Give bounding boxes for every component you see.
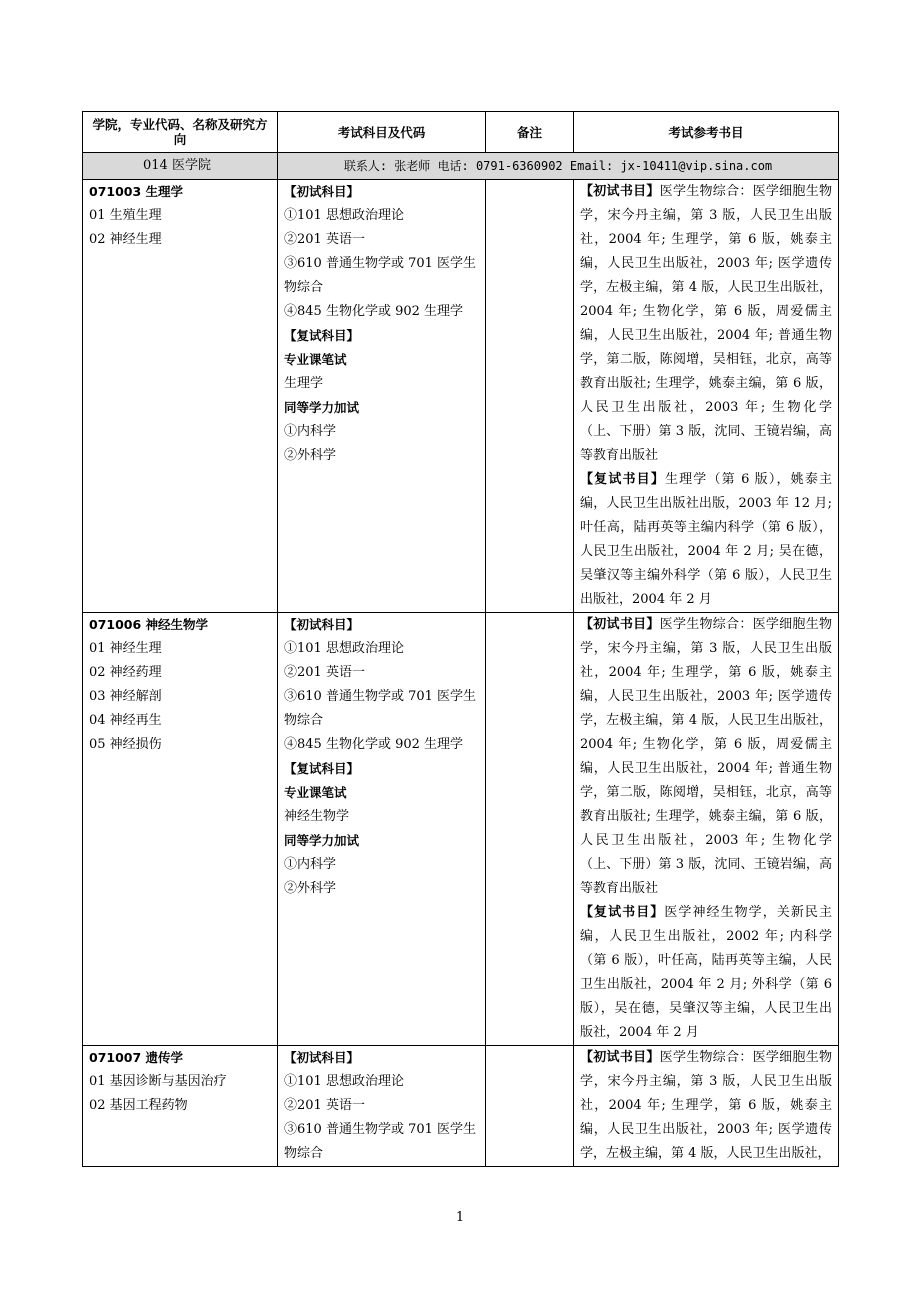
subject-item: ②外科学 bbox=[284, 448, 337, 463]
subject-heading: 【初试科目】 bbox=[284, 184, 360, 199]
research-direction: 02 基因工程药物 bbox=[89, 1098, 188, 1113]
books-cell bbox=[574, 1046, 839, 1167]
book-list bbox=[580, 180, 832, 468]
header-college-major: 学院，专业代码、名称及研究方向 bbox=[83, 112, 278, 153]
book-list-text: 医学生物综合：医学细胞生物学，宋今丹主编，第 3 版，人民卫生出版社，2004 年; 生理学，第 6 版，姚泰主编，人民卫生出版社，2003 年; 医学遗传学，左极主编，第 4 版，人民卫生出版社， bbox=[580, 1050, 832, 1161]
note-cell bbox=[486, 180, 574, 613]
research-direction: 02 神经生理 bbox=[89, 232, 162, 247]
subject-heading: 同等学力加试 bbox=[284, 400, 360, 415]
major-title: 071003 生理学 bbox=[89, 184, 184, 199]
subject-item: ①101 思想政治理论 bbox=[284, 1074, 404, 1089]
book-list-tag: 【初试书目】 bbox=[580, 1050, 660, 1065]
research-direction: 01 基因诊断与基因治疗 bbox=[89, 1074, 227, 1089]
college-name: 014 医学院 bbox=[83, 153, 278, 180]
subject-heading: 【复试科目】 bbox=[284, 328, 360, 343]
header-reference-books: 考试参考书目 bbox=[574, 112, 839, 153]
subjects-cell bbox=[278, 613, 486, 1046]
subject-item: ①内科学 bbox=[284, 857, 337, 872]
research-direction: 04 神经再生 bbox=[89, 713, 162, 728]
book-list-tag: 【复试书目】 bbox=[580, 905, 665, 920]
subject-heading: 专业课笔试 bbox=[284, 785, 347, 800]
subject-item: ③610 普通生物学或 701 医学生物综合 bbox=[284, 256, 477, 295]
subject-item: ②201 英语一 bbox=[284, 665, 365, 680]
major-title: 071007 遗传学 bbox=[89, 1050, 184, 1065]
major-cell bbox=[83, 180, 278, 613]
books-cell bbox=[574, 613, 839, 1046]
page-number: 1 bbox=[455, 1210, 465, 1225]
subject-heading: 【初试科目】 bbox=[284, 617, 360, 632]
books-cell bbox=[574, 180, 839, 613]
book-list-text: 医学生物综合：医学细胞生物学，宋今丹主编，第 3 版，人民卫生出版社，2004 年; 生理学，第 6 版，姚泰主编，人民卫生出版社，2003 年; 医学遗传学，左极主编，第 4 版，人民卫生出版社，2004 年; 生物化学，第 6 版，周爱儒主编，人民卫生出版社，2004 年; 普通生物学，第二版，陈阅增，吴相钰，北京，高等教育出版社; 生理学，姚泰主编，第 6 版，人民卫生出版社，2003 年; 生物化学（上、下册）第 3 版，沈同、王镜岩编，高等教育出版社 bbox=[580, 184, 832, 463]
header-note: 备注 bbox=[486, 112, 574, 153]
program-row bbox=[83, 180, 839, 613]
college-contact: 联系人: 张老师 电话: 0791-6360902 Email: jx-10411@vip.sina.com bbox=[278, 153, 839, 180]
subject-item: ①101 思想政治理论 bbox=[284, 208, 404, 223]
subject-item: ①101 思想政治理论 bbox=[284, 641, 404, 656]
program-row bbox=[83, 1046, 839, 1167]
subject-item: ④845 生物化学或 902 生理学 bbox=[284, 304, 464, 319]
book-list bbox=[580, 468, 832, 612]
research-direction: 01 生殖生理 bbox=[89, 208, 162, 223]
note-cell bbox=[486, 1046, 574, 1167]
subject-item: ②外科学 bbox=[284, 881, 337, 896]
book-list-text: 医学神经生物学，关新民主编，人民卫生出版社，2002 年; 内科学（第 6 版），叶任高，陆再英等主编，人民卫生出版社，2004 年 2 月; 外科学（第 6 版），吴在德，吴肇汉等主编，人民卫生出版社，2004 年 2 月 bbox=[580, 905, 832, 1040]
admission-table bbox=[82, 111, 839, 1167]
research-direction: 05 神经损伤 bbox=[89, 737, 162, 752]
book-list-tag: 【初试书目】 bbox=[580, 617, 660, 632]
book-list-tag: 【复试书目】 bbox=[580, 472, 665, 487]
book-list bbox=[580, 613, 832, 901]
header-exam-subjects: 考试科目及代码 bbox=[278, 112, 486, 153]
subject-heading: 专业课笔试 bbox=[284, 352, 347, 367]
book-list-text: 医学生物综合：医学细胞生物学，宋今丹主编，第 3 版，人民卫生出版社，2004 年; 生理学，第 6 版，姚泰主编，人民卫生出版社，2003 年; 医学遗传学，左极主编，第 4 版，人民卫生出版社，2004 年; 生物化学，第 6 版，周爱儒主编，人民卫生出版社，2004 年; 普通生物学，第二版，陈阅增，吴相钰，北京，高等教育出版社; 生理学，姚泰主编，第 6 版，人民卫生出版社，2003 年; 生物化学（上、下册）第 3 版，沈同、王镜岩编，高等教育出版社 bbox=[580, 617, 832, 896]
subjects-cell bbox=[278, 1046, 486, 1167]
research-direction: 03 神经解剖 bbox=[89, 689, 162, 704]
book-list-text: 生理学（第 6 版），姚泰主编，人民卫生出版社出版，2003 年 12 月; 叶任高，陆再英等主编内科学（第 6 版），人民卫生出版社，2004 年 2 月; 吴在德，吴肇汉等主编外科学（第 6 版），人民卫生出版社，2004 年 2 月 bbox=[580, 472, 832, 607]
subject-heading: 【复试科目】 bbox=[284, 761, 360, 776]
book-list-tag: 【初试书目】 bbox=[580, 184, 660, 199]
subject-item: 生理学 bbox=[284, 376, 324, 391]
subject-item: ③610 普通生物学或 701 医学生物综合 bbox=[284, 1122, 477, 1161]
subjects-cell bbox=[278, 180, 486, 613]
subject-item: ③610 普通生物学或 701 医学生物综合 bbox=[284, 689, 477, 728]
book-list bbox=[580, 901, 832, 1045]
research-direction: 02 神经药理 bbox=[89, 665, 162, 680]
subject-item: ②201 英语一 bbox=[284, 1098, 365, 1113]
note-cell bbox=[486, 613, 574, 1046]
college-row bbox=[83, 153, 839, 180]
subject-item: ②201 英语一 bbox=[284, 232, 365, 247]
major-title: 071006 神经生物学 bbox=[89, 617, 209, 632]
subject-item: 神经生物学 bbox=[284, 809, 350, 824]
major-cell bbox=[83, 1046, 278, 1167]
subject-item: ①内科学 bbox=[284, 424, 337, 439]
subject-heading: 同等学力加试 bbox=[284, 833, 360, 848]
book-list bbox=[580, 1046, 832, 1166]
header-row bbox=[83, 112, 839, 153]
program-row bbox=[83, 613, 839, 1046]
subject-item: ④845 生物化学或 902 生理学 bbox=[284, 737, 464, 752]
research-direction: 01 神经生理 bbox=[89, 641, 162, 656]
major-cell bbox=[83, 613, 278, 1046]
subject-heading: 【初试科目】 bbox=[284, 1050, 360, 1065]
